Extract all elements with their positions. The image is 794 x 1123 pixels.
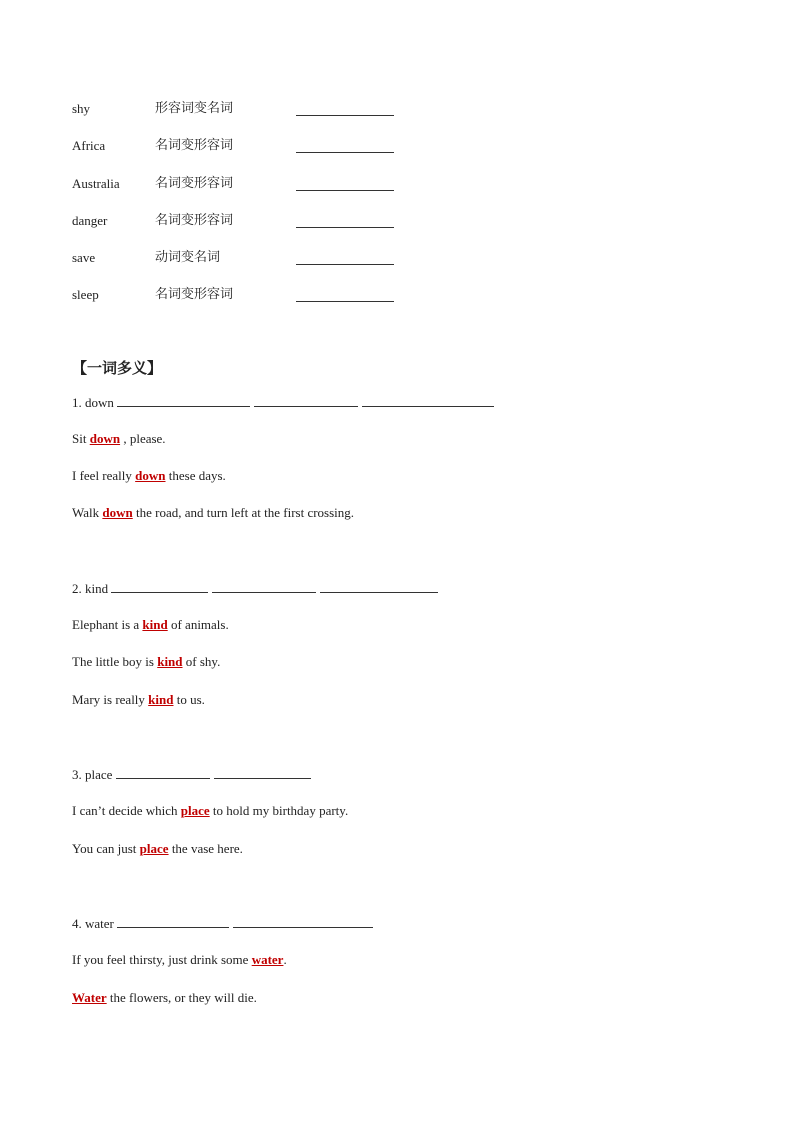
sentence-text: The little boy is	[72, 654, 158, 669]
answer-blank[interactable]	[296, 177, 394, 191]
answer-word: water	[251, 952, 284, 967]
sentence-text: .	[283, 952, 287, 967]
answer-blank[interactable]	[214, 766, 311, 779]
example-sentence	[72, 468, 226, 484]
answer-blank[interactable]	[296, 288, 394, 302]
word-form-rule: 名词变形容词	[155, 138, 234, 153]
answer-word: down	[89, 431, 121, 446]
answer-word: kind	[157, 654, 183, 669]
sentence-text: the road, and turn left at the first crossing.	[132, 505, 355, 520]
sentence-text: these days.	[165, 468, 226, 483]
example-sentence	[72, 617, 229, 633]
answer-blank[interactable]	[233, 915, 373, 928]
word-form-rule: 名词变形容词	[155, 287, 234, 302]
polysemy-heading-row	[72, 766, 315, 783]
answer-blank[interactable]	[111, 580, 208, 593]
example-sentence	[72, 431, 166, 447]
polysemy-heading-row	[72, 915, 377, 932]
sentence-text: Mary is really	[72, 692, 149, 707]
answer-blank[interactable]	[117, 394, 250, 407]
polysemy-word-label: 2. kind	[72, 581, 109, 596]
word-form-rule: 名词变形容词	[155, 213, 234, 228]
word-form-word: danger	[72, 213, 108, 228]
polysemy-word-label: 3. place	[72, 767, 113, 782]
sentence-text: I feel really	[72, 468, 136, 483]
word-form-word: sleep	[72, 287, 99, 302]
sentence-text: If you feel thirsty, just drink some	[72, 952, 252, 967]
answer-word: down	[135, 468, 166, 483]
answer-word: place	[139, 841, 169, 856]
sentence-text: of animals.	[167, 617, 229, 632]
word-form-rule: 动词变名词	[155, 250, 221, 265]
sentence-text: Sit	[72, 431, 90, 446]
word-form-rule: 名词变形容词	[155, 176, 234, 191]
answer-blank[interactable]	[254, 394, 358, 407]
answer-blank[interactable]	[212, 580, 316, 593]
example-sentence	[72, 505, 354, 521]
answer-word: kind	[142, 617, 168, 632]
answer-blank[interactable]	[117, 915, 229, 928]
answer-blank[interactable]	[296, 139, 394, 153]
polysemy-word-label: 1. down	[72, 395, 114, 410]
answer-blank[interactable]	[296, 251, 394, 265]
example-sentence	[72, 952, 287, 968]
example-sentence	[72, 841, 243, 857]
example-sentence	[72, 803, 348, 819]
answer-word: down	[102, 505, 133, 520]
word-form-word: Africa	[72, 138, 106, 153]
answer-blank[interactable]	[116, 766, 210, 779]
answer-word: kind	[148, 692, 174, 707]
sentence-text: You can just	[72, 841, 140, 856]
word-form-rule: 形容词变名词	[155, 101, 234, 116]
sentence-text: to hold my birthday party.	[209, 803, 349, 818]
answer-blank[interactable]	[362, 394, 494, 407]
answer-blank[interactable]	[296, 102, 394, 116]
answer-word: Water	[72, 990, 107, 1005]
example-sentence	[72, 654, 220, 670]
answer-blank[interactable]	[296, 214, 394, 228]
word-form-word: shy	[72, 101, 91, 116]
sentence-text: Walk	[72, 505, 103, 520]
section-title: 【一词多义】	[72, 359, 163, 377]
example-sentence	[72, 692, 205, 708]
word-form-word: save	[72, 250, 96, 265]
sentence-text: the vase here.	[168, 841, 243, 856]
polysemy-heading-row	[72, 580, 442, 597]
sentence-text: Elephant is a	[72, 617, 143, 632]
sentence-text: I can’t decide which	[72, 803, 181, 818]
answer-blank[interactable]	[320, 580, 438, 593]
polysemy-heading-row	[72, 394, 498, 411]
sentence-text: , please.	[120, 431, 166, 446]
word-form-word: Australia	[72, 176, 120, 191]
sentence-text: the flowers, or they will die.	[106, 990, 257, 1005]
sentence-text: to us.	[173, 692, 205, 707]
sentence-text: of shy.	[182, 654, 221, 669]
polysemy-word-label: 4. water	[72, 916, 114, 931]
answer-word: place	[180, 803, 210, 818]
example-sentence	[72, 990, 257, 1006]
